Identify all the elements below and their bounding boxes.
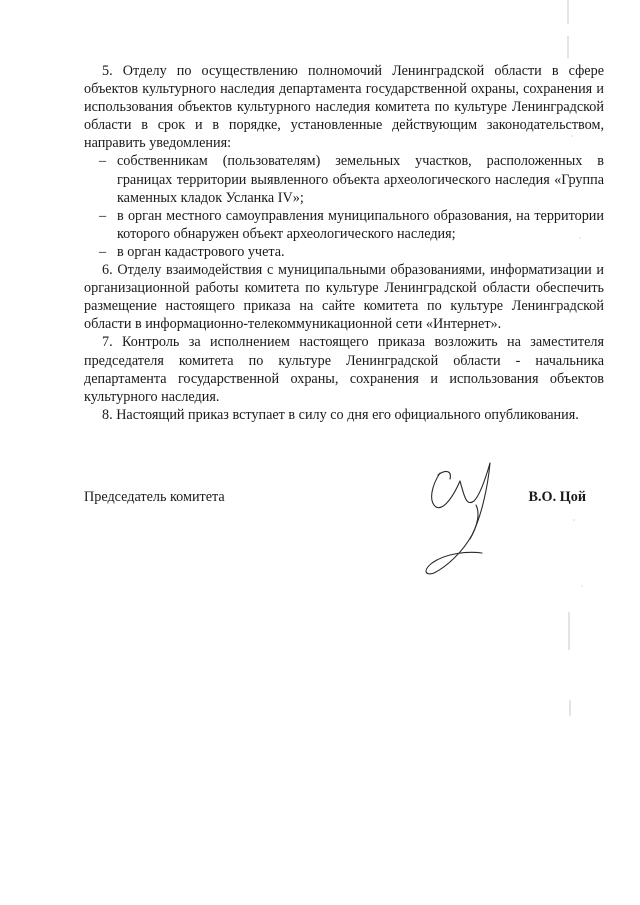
signatory-title: Председатель комитета <box>84 489 225 505</box>
scan-edge-marks <box>560 0 640 905</box>
paragraph-6: 6. Отделу взаимодействия с муниципальными образованиями, информатизации и организационной работы комитета по культуре Ленинградской области обеспечить размещение настоящего приказа на сайте комитета по культуре Ленинградской области в информационно-телекоммуникационной сети «Интернет». <box>84 262 604 333</box>
paragraph-5: 5. Отделу по осуществлению полномочий Ленинградской области в сфере объектов культурного наследия департамента государственной охраны, сохранения и использования объектов культурного наследия комитета по культуре Ленинградской области в срок и в порядке, установленные действующим законодательством, направить уведомления: <box>84 63 604 152</box>
signature-block <box>84 489 604 511</box>
paragraph-8: 8. Настоящий приказ вступает в силу со дня его официального опубликования. <box>102 406 579 423</box>
list-item <box>84 243 604 261</box>
list-item-text: в орган местного самоуправления муниципального образования, на территории которого обнаружен объект археологического наследия; <box>117 207 604 242</box>
notification-list <box>84 152 604 261</box>
handwritten-signature <box>410 455 520 585</box>
list-item <box>84 207 604 243</box>
document-body <box>84 62 604 424</box>
dash-marker: – <box>99 153 107 170</box>
signatory-name: В.О. Цой <box>528 489 586 505</box>
dash-marker: – <box>99 243 107 260</box>
list-item-text: собственникам (пользователям) земельных участков, расположенных в границах территории выявленного объекта археологического наследия «Группа каменных кладок Усланка IV»; <box>117 153 604 206</box>
dash-marker: – <box>99 207 107 224</box>
list-item <box>84 152 604 206</box>
list-item-text: в орган кадастрового учета. <box>117 243 285 260</box>
paragraph-7: 7. Контроль за исполнением настоящего приказа возложить на заместителя председателя комитета по культуре Ленинградской области - начальника департамента государственной охраны, сохранения и использования объектов культурного наследия. <box>84 334 604 405</box>
